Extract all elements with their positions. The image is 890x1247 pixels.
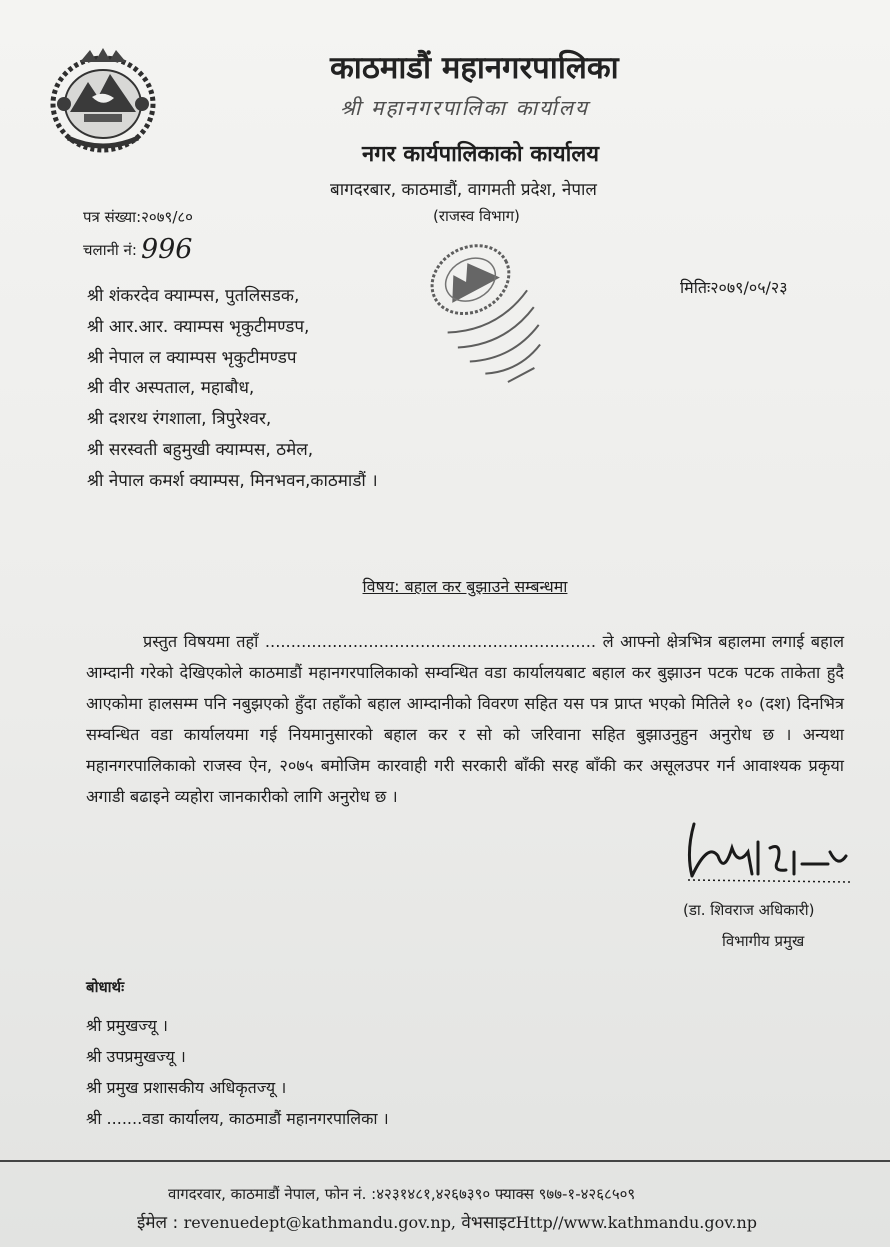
reference-number: पत्र संख्या:२०७९/८० bbox=[83, 208, 193, 226]
recipient-item: श्री नेपाल कमर्श क्याम्पस, मिनभवन,काठमाडौं । bbox=[87, 470, 378, 491]
recipient-item: श्री नेपाल ल क्याम्पस भृकुटीमण्डप bbox=[87, 347, 297, 368]
cc-item: श्री प्रमुखज्यू । bbox=[86, 1016, 168, 1035]
cc-list bbox=[86, 1010, 389, 1134]
dispatch-number-handwritten: 996 bbox=[140, 234, 193, 265]
recipient-item: श्री दशरथ रंगशाला, त्रिपुरेश्वर, bbox=[87, 409, 272, 430]
footer-contact: वागदरवार, काठमाडौं नेपाल, फोन नं. :४२३१४८१,४२६७३९० फ्याक्स ९७७-१-४२६८५०९ bbox=[168, 1185, 636, 1203]
dispatch-number bbox=[83, 231, 193, 265]
department-name: (राजस्व विभाग) bbox=[433, 207, 520, 225]
organization-title: काठमाडौं महानगरपालिका bbox=[330, 50, 619, 86]
office-name: नगर कार्यपालिकाको कार्यालय bbox=[362, 142, 599, 167]
office-stamp bbox=[408, 232, 578, 412]
recipient-item: श्री शंकरदेव क्याम्पस, पुतलिसडक, bbox=[87, 286, 300, 306]
letter-date: मितिः२०७९/०५/२३ bbox=[680, 278, 788, 297]
cc-heading: बोधार्थः bbox=[86, 978, 125, 996]
email-link[interactable]: revenuedept@kathmandu.gov.np, bbox=[183, 1213, 457, 1232]
signer-designation: विभागीय प्रमुख bbox=[722, 932, 805, 950]
email-label: ईमेल : bbox=[137, 1213, 179, 1233]
nepal-emblem-logo bbox=[40, 42, 166, 160]
letter-subject bbox=[0, 575, 890, 597]
subject-text: विषय: बहाल कर बुझाउने सम्बन्धमा bbox=[362, 577, 568, 596]
recipient-item: श्री सरस्वती बहुमुखी क्याम्पस, ठमेल, bbox=[87, 439, 314, 460]
footer-divider bbox=[0, 1160, 890, 1162]
cc-item: श्री उपप्रमुखज्यू । bbox=[86, 1047, 186, 1066]
cc-item: श्री .......वडा कार्यालय, काठमाडौं महानगरपालिका । bbox=[86, 1109, 389, 1128]
office-address: बागदरबार, काठमाडौं, वागमती प्रदेश, नेपाल bbox=[330, 180, 597, 200]
dispatch-label: चलानी नं: bbox=[83, 241, 137, 259]
signer-name: (डा. शिवराज अधिकारी) bbox=[683, 901, 815, 919]
signature-mark bbox=[678, 812, 858, 892]
recipient-list bbox=[87, 281, 378, 497]
website-link[interactable]: Http//www.kathmandu.gov.np bbox=[515, 1213, 758, 1232]
footer-web bbox=[137, 1210, 757, 1233]
recipient-item: श्री आर.आर. क्याम्पस भृकुटीमण्डप, bbox=[87, 316, 310, 337]
recipient-item: श्री वीर अस्पताल, महाबौध, bbox=[87, 378, 255, 399]
letter-body: प्रस्तुत विषयमा तहाँ ................................................................ ले आफ्नो क्षेत्रभित्र बहालमा लगाई बहाल आम्दानी गरेको देखिएकोले काठमाडौं महानगरपालिकाको सम्वन्धित वडा कार्यालयबाट बहाल कर बुझाउन पटक पटक ताकेता हुदै आएकोमा हालसम्म पनि नबुझएको हुँदा तहाँको बहाल आम्दानीको विवरण सहित यस पत्र प्राप्त भएको मितिले १० (दश) दिनभित्र सम्वन्धित वडा कार्यालयमा गई नियमानुसारको बहाल कर र सो को जरिवाना सहित बुझाउनुहुन अनुरोध छ । अन्यथा महानगरपालिकाको राजस्व ऐन, २०७५ बमोजिम कारवाही गरी सरकारी बाँकी सरह बाँकी कर असूलउपर गर्न आवाश्यक प्रकृया अगाडी बढाइने व्यहोरा जानकारीको लागि अनुरोध छ । bbox=[86, 632, 844, 806]
motto-line: श्री महानगरपालिका कार्यालय bbox=[340, 96, 590, 120]
cc-item: श्री प्रमुख प्रशासकीय अधिकृतज्यू । bbox=[86, 1078, 287, 1097]
website-label: वेभसाइट bbox=[461, 1213, 516, 1233]
